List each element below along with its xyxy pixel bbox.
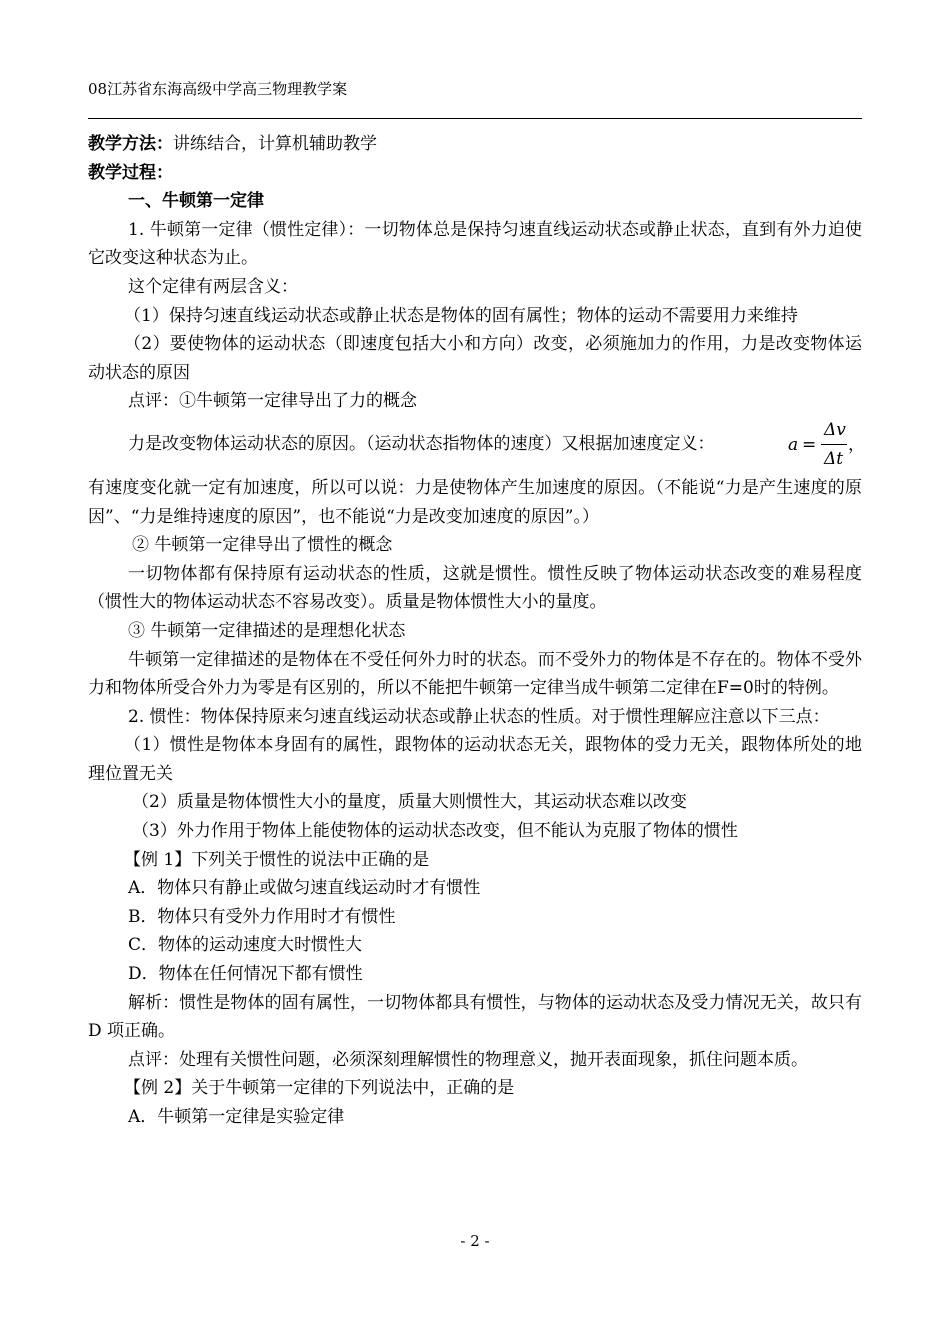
document-body <box>88 130 865 1132</box>
paragraph: 点评：①牛顿第一定律导出了力的概念 <box>128 391 417 412</box>
paragraph: 这个定律有两层含义： <box>128 276 298 297</box>
formula-denominator: Δt <box>824 448 844 469</box>
paragraph: 有速度变化就一定有加速度，所以可以说：力是使物体产生加速度的原因。（不能说“力是产生速度的原因”、“力是维持速度的原因”，也不能说“力是改变加速度的原因”。） <box>88 477 862 527</box>
process-label: 教学过程： <box>88 162 173 183</box>
paragraph: （1）保持匀速直线运动状态或静止状态是物体的固有属性；物体的运动不需要用力来维持 <box>124 305 798 326</box>
section-title: 一、牛顿第一定律 <box>128 191 264 212</box>
example-title: 【例 2】关于牛顿第一定律的下列说法中，正确的是 <box>124 1078 515 1099</box>
paragraph: ③ 牛顿第一定律描述的是理想化状态 <box>128 620 406 641</box>
teaching-method <box>88 130 862 159</box>
example-title: 【例 1】下列关于惯性的说法中正确的是 <box>124 849 430 870</box>
page-header: 08江苏省东海高级中学高三物理教学案 <box>88 80 348 98</box>
formula-line <box>88 416 865 474</box>
formula-lhs: a <box>788 434 799 455</box>
paragraph: 牛顿第一定律描述的是物体在不受任何外力时的状态。而不受外力的物体是不存在的。物体不受外力和物体所受合外力为零是有区别的，所以不能把牛顿第一定律当成牛顿第二定律在F=0时的特例。 <box>88 649 862 699</box>
paragraph: 2. 惯性：物体保持原来匀速直线运动状态或静止状态的性质。对于惯性理解应注意以下三点： <box>128 706 830 727</box>
option-item: B．物体只有受外力作用时才有惯性 <box>128 906 396 927</box>
page-number: - 2 - <box>460 1232 490 1250</box>
analysis: 解析：惯性是物体的固有属性，一切物体都具有惯性，与物体的运动状态及受力情况无关，故只有 D 项正确。 <box>88 992 862 1042</box>
header-rule <box>88 118 862 119</box>
option-item: C．物体的运动速度大时惯性大 <box>128 935 363 956</box>
paragraph: （2）要使物体的运动状态（即速度包括大小和方向）改变，必须施加力的作用，力是改变物体运动状态的原因 <box>88 334 862 383</box>
formula-comma: ， <box>848 434 865 455</box>
comment: 点评：处理有关惯性问题，必须深刻理解惯性的物理意义，抛开表面现象，抓住问题本质。 <box>128 1049 808 1070</box>
paragraph: 一切物体都有保持原有运动状态的性质，这就是惯性。惯性反映了物体运动状态改变的难易程度（惯性大的物体运动状态不容易改变）。质量是物体惯性大小的量度。 <box>88 563 862 613</box>
paragraph: （2）质量是物体惯性大小的量度，质量大则惯性大，其运动状态难以改变 <box>132 792 687 813</box>
option-item: A．物体只有静止或做匀速直线运动时才有惯性 <box>128 878 481 899</box>
method-label: 教学方法： <box>88 134 173 154</box>
option-item: D．物体在任何情况下都有惯性 <box>128 964 363 985</box>
paragraph: （1）惯性是物体本身固有的属性，跟物体的运动状态无关，跟物体的受力无关，跟物体所处的地理位置无关 <box>88 735 862 784</box>
formula-numerator: Δv <box>824 419 846 440</box>
option-item: A．牛顿第一定律是实验定律 <box>128 1107 345 1127</box>
formula-equals: = <box>802 434 817 455</box>
paragraph: ② 牛顿第一定律导出了惯性的概念 <box>132 535 393 556</box>
acceleration-formula <box>788 416 865 474</box>
method-text: 讲练结合，计算机辅助教学 <box>173 134 377 154</box>
paragraph: 力是改变物体运动状态的原因。（运动状态指物体的速度）又根据加速度定义： <box>128 433 715 454</box>
paragraph: （3）外力作用于物体上能使物体的运动状态改变，但不能认为克服了物体的惯性 <box>132 821 738 842</box>
paragraph: 1. 牛顿第一定律（惯性定律）：一切物体总是保持匀速直线运动状态或静止状态，直到有外力迫使它改变这种状态为止。 <box>88 219 862 269</box>
